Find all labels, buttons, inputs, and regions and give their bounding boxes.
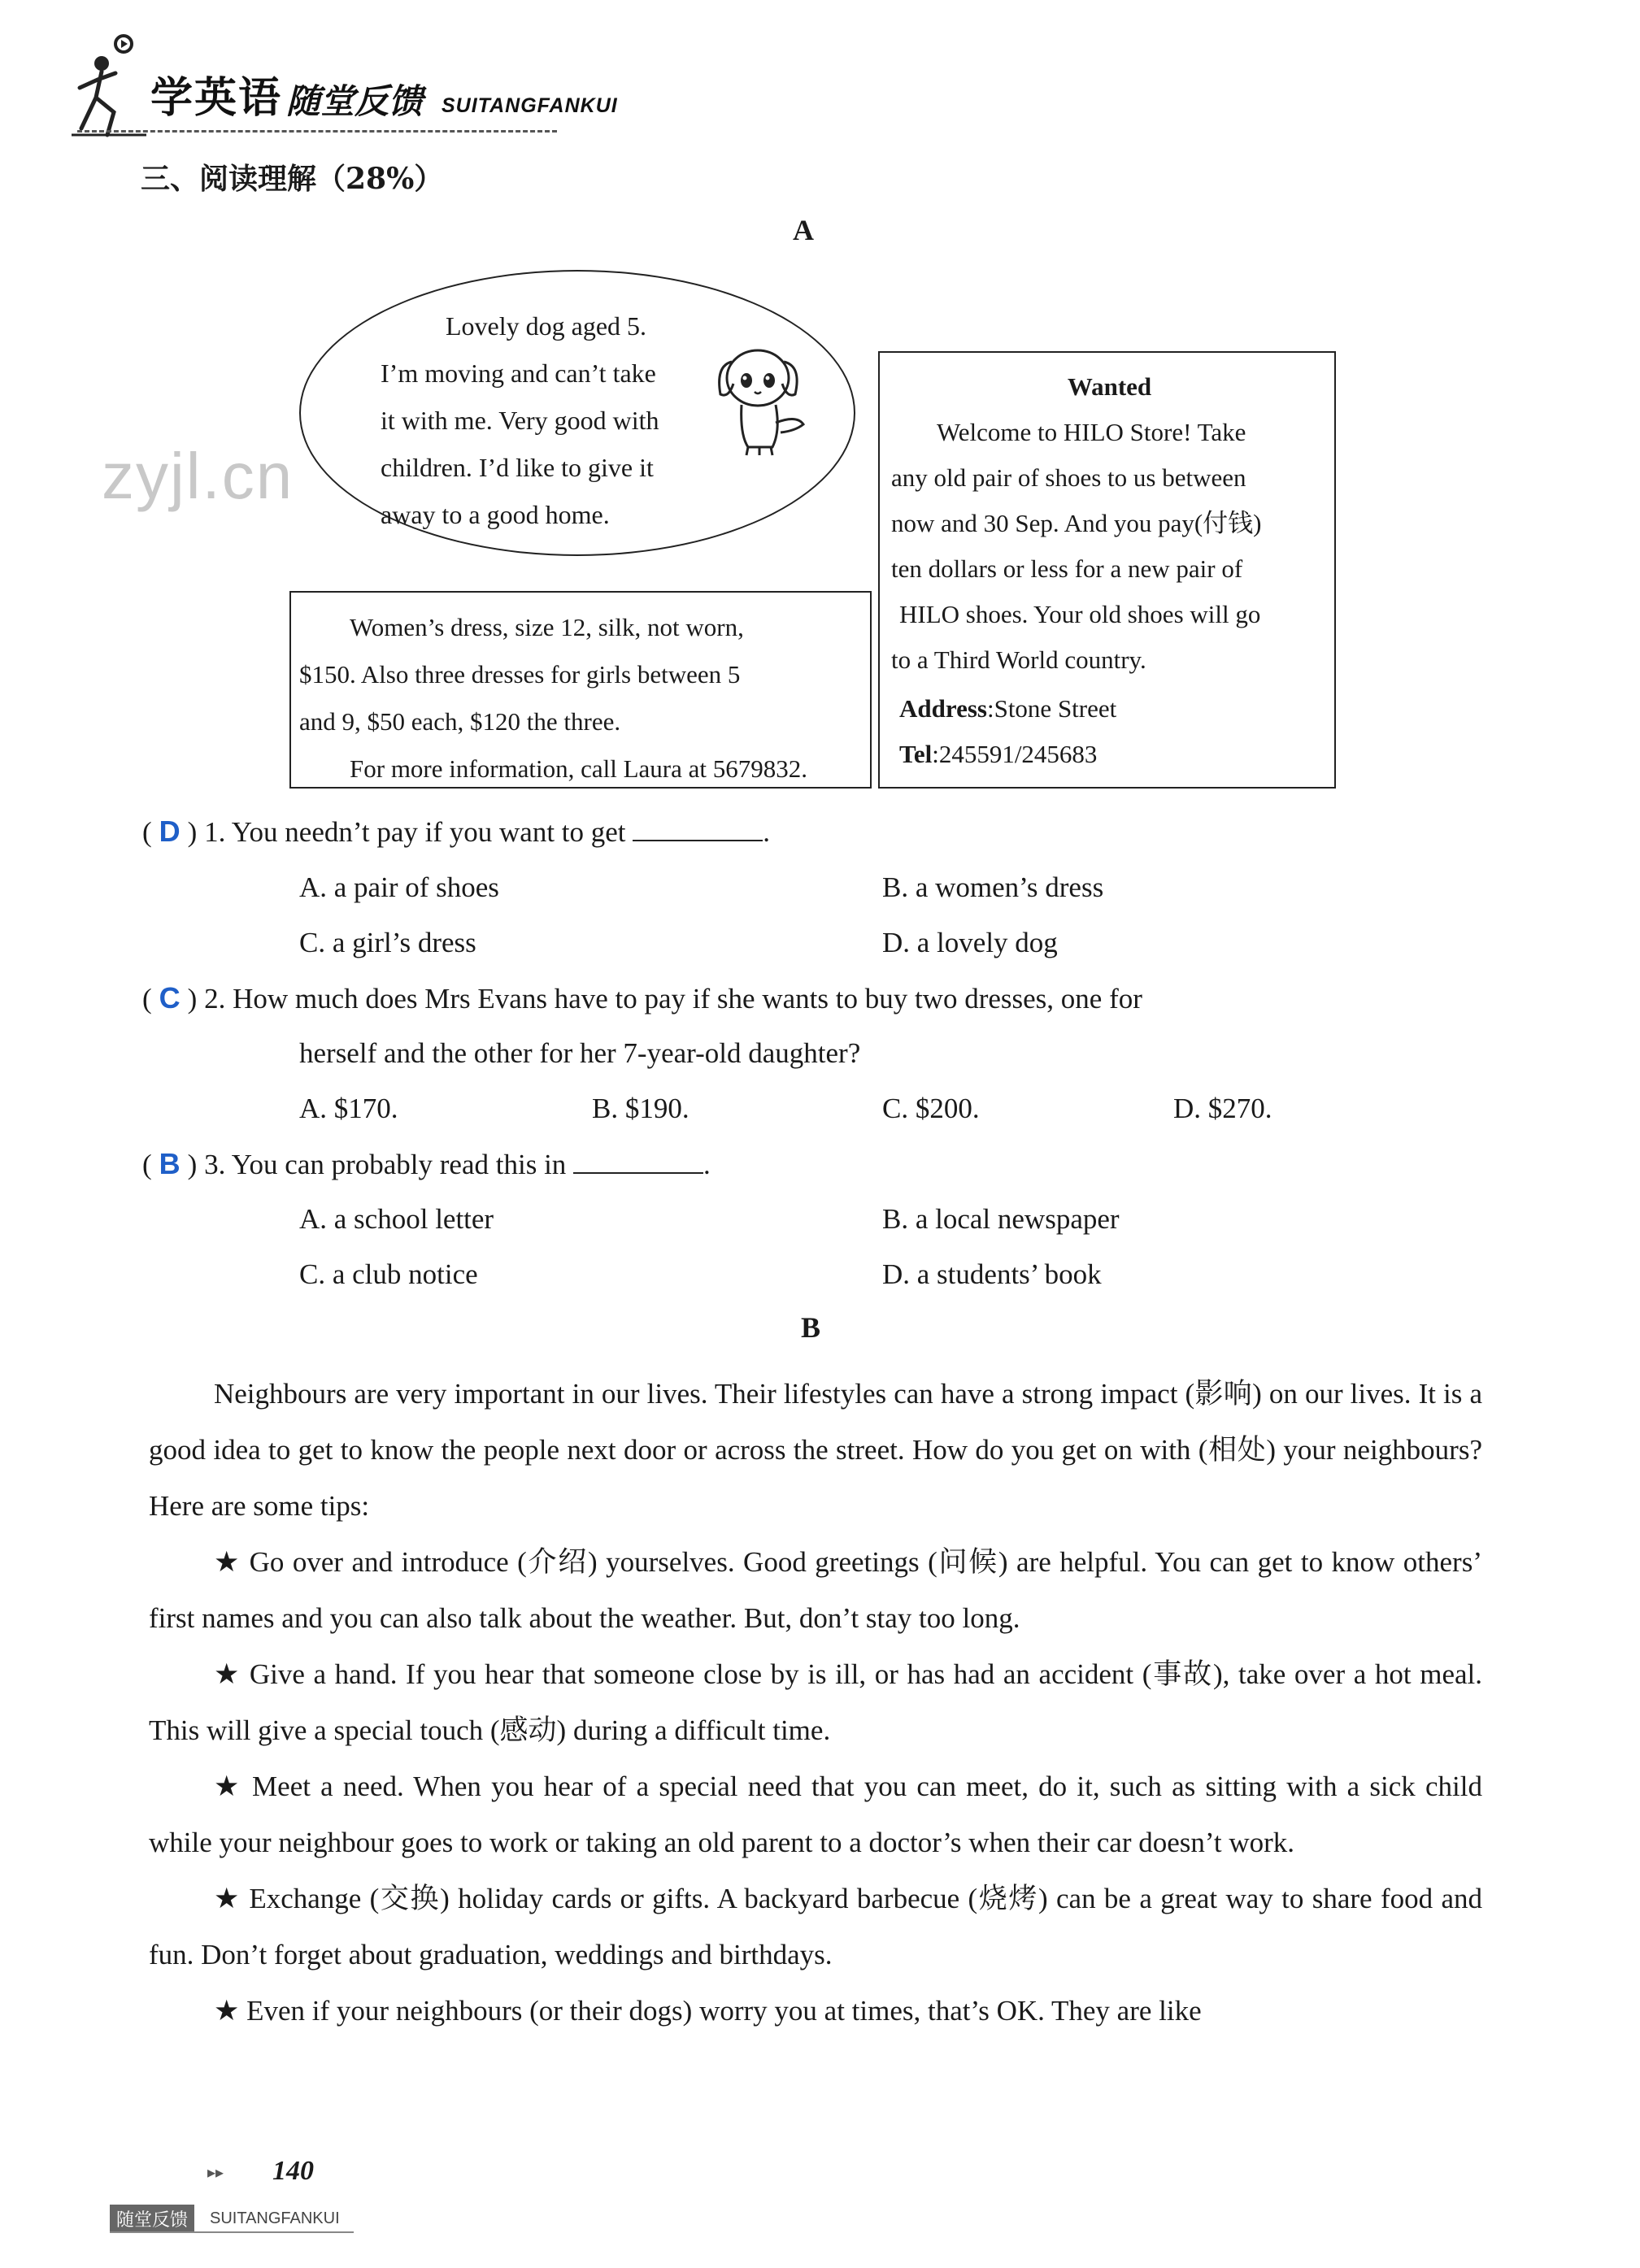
- passage-paragraph: Neighbours are very important in our lives. Their lifestyles can have a strong impact (影响) on our lives. It is a good idea to get to know the people next door or across the street. How do you get on with (相处) your neighbours? Here are some tips:: [149, 1378, 1482, 1522]
- logo-subtitle: 随堂反馈: [286, 81, 424, 121]
- question-number: 2.: [204, 983, 226, 1015]
- logo-title: 学英语: [150, 74, 283, 123]
- option-b: B. a local newspaper: [882, 1203, 1120, 1235]
- passage-paragraph: ★ Exchange (交换) holiday cards or gifts. A backyard barbecue (烧烤) can be a great way to share food and fun. Don’t forget about graduation, weddings and birthdays.: [149, 1883, 1482, 1970]
- question-stem: You needn’t pay if you want to get: [231, 816, 626, 848]
- wanted-line: Welcome to HILO Store! Take: [937, 418, 1246, 446]
- page-number: 140: [272, 2156, 314, 2186]
- runner-logo-icon: [65, 31, 163, 145]
- wanted-line: HILO shoes. Your old shoes will go: [899, 600, 1261, 628]
- section-title: 三、阅读理解（28%）: [141, 162, 444, 196]
- wanted-line: to a Third World country.: [891, 645, 1146, 674]
- part-a-label: A: [793, 214, 814, 246]
- answer-3[interactable]: B: [159, 1147, 181, 1180]
- question-stem: How much does Mrs Evans have to pay if she wants to buy two dresses, one for: [233, 983, 1142, 1015]
- question-stem-end: .: [763, 816, 771, 848]
- passage-paragraph: ★ Meet a need. When you hear of a special need that you can meet, do it, such as sitting with a sick child while your neighbour goes to work or taking an old parent to a doctor’s when their car doesn’t work.: [149, 1771, 1482, 1858]
- answer-blank: [573, 1148, 703, 1174]
- question-number: 1.: [204, 816, 226, 848]
- passage-b: [149, 1366, 1482, 2039]
- footer-badge: 随堂反馈: [110, 2205, 194, 2233]
- puppy-icon: [707, 333, 821, 463]
- passage-paragraph: ★ Give a hand. If you hear that someone close by is ill, or has had an accident (事故), take over a hot meal. This will give a special touch (感动) during a difficult time.: [149, 1658, 1482, 1746]
- address-label: Address: [899, 694, 987, 723]
- question-stem-line2: herself and the other for her 7-year-old daughter?: [299, 1037, 861, 1069]
- dog-ad-text: [381, 302, 714, 538]
- wanted-line: ten dollars or less for a new pair of: [891, 554, 1243, 583]
- question-stem: You can probably read this in: [231, 1149, 567, 1180]
- passage-paragraph: ★ Go over and introduce (介绍) yourselves. Good greetings (问候) are helpful. You can get to know others’ first names and you can also talk about the weather. But, don’t stay too long.: [149, 1546, 1482, 1634]
- option-b: B. $190.: [592, 1093, 689, 1124]
- option-c: C. a club notice: [299, 1258, 478, 1290]
- wanted-line: any old pair of shoes to us between: [891, 463, 1246, 492]
- answer-blank: [633, 815, 763, 841]
- dog-ad-line: it with me. Very good with: [381, 406, 659, 435]
- option-a: A. a school letter: [299, 1203, 494, 1235]
- address-value: :Stone Street: [986, 694, 1117, 723]
- dog-ad-line: away to a good home.: [381, 500, 610, 529]
- tel-value: :245591/245683: [932, 740, 1098, 768]
- wanted-tel: [891, 732, 1328, 777]
- wanted-title: Wanted: [1067, 372, 1152, 401]
- dress-ad-box: [289, 591, 872, 789]
- wanted-line: now and 30 Sep. And you pay(付钱): [891, 509, 1262, 537]
- option-d: D. a lovely dog: [882, 927, 1058, 958]
- wanted-ad-box: [878, 351, 1336, 789]
- dress-ad-line: and 9, $50 each, $120 the three.: [299, 707, 621, 736]
- watermark: zyjl.cn: [102, 440, 294, 512]
- logo-pinyin: SUITANGFANKUI: [442, 94, 618, 117]
- answer-2[interactable]: C: [159, 981, 181, 1015]
- dog-ad-line: Lovely dog aged 5.: [446, 311, 647, 341]
- answer-1[interactable]: D: [159, 815, 181, 848]
- header-divider: [77, 130, 557, 133]
- page-arrow-icon: ▸▸: [207, 2164, 224, 2182]
- passage-paragraph: ★ Even if your neighbours (or their dogs) worry you at times, that’s OK. They are like: [214, 1995, 1202, 2027]
- dress-ad-line: For more information, call Laura at 5679832.: [350, 754, 808, 783]
- question-3: ( B ) 3. You can probably read this in .: [142, 1147, 711, 1180]
- tel-label: Tel: [899, 740, 933, 768]
- option-c: C. $200.: [882, 1093, 980, 1124]
- option-c: C. a girl’s dress: [299, 927, 476, 958]
- option-b: B. a women’s dress: [882, 871, 1104, 903]
- dress-ad-line: $150. Also three dresses for girls between 5: [299, 660, 741, 689]
- option-a: A. a pair of shoes: [299, 871, 499, 903]
- footer-brand: SUITANGFANKUI: [210, 2209, 340, 2227]
- dog-ad-line: children. I’d like to give it: [381, 453, 654, 482]
- question-2: ( C ) 2. How much does Mrs Evans have to pay if she wants to buy two dresses, one for: [142, 981, 1142, 1015]
- question-stem-end: .: [703, 1149, 711, 1180]
- part-b-label: B: [801, 1311, 821, 1344]
- dog-ad-line: I’m moving and can’t take: [381, 358, 656, 388]
- option-a: A. $170.: [299, 1093, 398, 1124]
- option-d: D. a students’ book: [882, 1258, 1102, 1290]
- question-1: ( D ) 1. You needn’t pay if you want to get .: [142, 815, 771, 848]
- wanted-address: [891, 686, 1328, 732]
- footer-divider: [110, 2231, 354, 2233]
- question-number: 3.: [204, 1149, 226, 1180]
- option-d: D. $270.: [1173, 1093, 1272, 1124]
- dress-ad-line: Women’s dress, size 12, silk, not worn,: [350, 613, 744, 641]
